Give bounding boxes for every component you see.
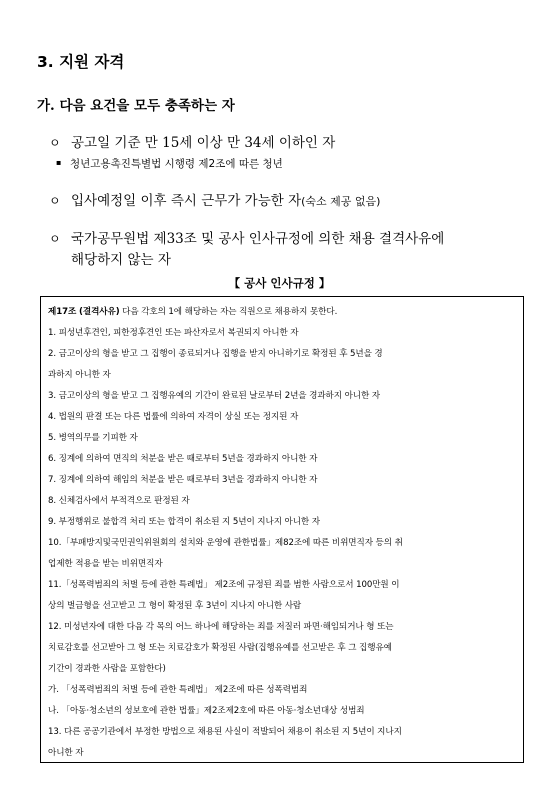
regulation-line: 가. 「성폭력범죄의 처벌 등에 관한 특례법」 제2조에 따른 성폭력범죄	[48, 685, 308, 695]
subsection-title: 가. 다음 요건을 모두 충족하는 자	[37, 98, 235, 114]
regulation-line: 3. 금고이상의 형을 받고 그 집행유예의 기간이 완료된 날로부터 2년을 경과하지 아니한 자	[48, 391, 381, 401]
regulation-line: 7. 징계에 의하여 해임의 처분을 받은 때로부터 3년을 경과하지 아니한 자	[48, 475, 318, 485]
regulation-line: 8. 신체검사에서 부적격으로 판정된 자	[48, 496, 190, 506]
regulation-line: 기간이 경과한 사람을 포함한다)	[48, 664, 166, 674]
regulation-line: 상의 벌금형을 선고받고 그 형이 확정된 후 3년이 지나지 아니한 사람	[48, 601, 302, 611]
regulation-line: 1. 피성년후견인, 피한정후견인 또는 파산자로서 복권되지 아니한 자	[48, 328, 299, 338]
section-title: 3. 지원 자격	[37, 53, 125, 71]
regulation-line: 2. 금고이상의 형을 받고 그 집행이 종료되거나 집행을 받지 아니하기로 확정된 후 5년을 경	[48, 349, 383, 359]
regulation-line: 6. 징계에 의하여 면직의 처분을 받은 때로부터 5년을 경과하지 아니한 자	[48, 454, 318, 464]
requirement-age	[49, 131, 335, 151]
requirement-availability	[49, 189, 380, 209]
requirement-text: 청년고용촉진특별법 시행령 제2조에 따른 청년	[70, 158, 283, 170]
bullet-circle-icon: ㅇ	[49, 194, 61, 208]
requirement-text: 국가공무원법 제33조 및 공사 인사규정에 의한 채용 결격사유에	[71, 231, 445, 247]
square-bullet-icon: ▪	[56, 158, 62, 167]
regulation-line: 10.「부패방지및국민권익위원회의 설치와 운영에 관한법률」제82조에 따른 비위면직자 등의 취	[48, 538, 403, 548]
regulation-line: 9. 부정행위로 불합격 처리 또는 합격이 취소된 지 5년이 지나지 아니한 자	[48, 517, 320, 527]
regulation-line: 4. 법원의 판결 또는 다른 법률에 의하여 자격이 상실 또는 정지된 자	[48, 412, 299, 422]
regulation-line: 11.「성폭력범죄의 처벌 등에 관한 특례법」 제2조에 규정된 죄를 범한 사람으로서 100만원 이	[48, 580, 400, 590]
regulation-line: 치료감호를 선고받아 그 형 또는 치료감호가 확정된 사람(집행유예를 선고받은 후 그 집행유예	[48, 643, 392, 653]
regulation-title: 【 공사 인사규정 】	[228, 276, 331, 290]
requirement-note: (숙소 제공 없음)	[301, 195, 381, 208]
article-intro: 다음 각호의 1에 해당하는 자는 직원으로 채용하지 못한다.	[119, 307, 338, 317]
bullet-circle-icon: ㅇ	[49, 136, 61, 150]
regulation-line: 과하지 아니한 자	[48, 370, 111, 380]
regulation-line: 나. 「아동·청소년의 성보호에 관한 법률」제2조제2호에 따른 아동·청소년대상 성범죄	[48, 706, 365, 716]
bullet-circle-icon: ㅇ	[49, 232, 61, 246]
article-title: 제17조 (결격사유)	[48, 307, 120, 317]
requirement-disqualification	[49, 227, 444, 247]
regulation-line: 12. 미성년자에 대한 다음 각 목의 어느 하나에 해당하는 죄를 저질러 파면·해임되거나 형 또는	[48, 622, 394, 632]
requirement-disqualification-cont: 해당하지 않는 자	[71, 252, 171, 268]
regulation-line: 아니한 자	[48, 748, 84, 758]
requirement-text: 공고일 기준 만 15세 이상 만 34세 이하인 자	[71, 135, 336, 151]
requirement-text: 입사예정일 이후 즉시 근무가 가능한 자	[71, 193, 302, 209]
regulation-line: 업제한 적용을 받는 비위면직자	[48, 559, 163, 569]
regulation-line: 5. 병역의무를 기피한 자	[48, 433, 138, 443]
requirement-age-note	[56, 156, 283, 171]
regulation-article	[48, 305, 337, 317]
regulation-line: 13. 다른 공공기관에서 부정한 방법으로 채용된 사실이 적발되어 채용이 취소된 지 5년이 지나지	[48, 727, 402, 737]
